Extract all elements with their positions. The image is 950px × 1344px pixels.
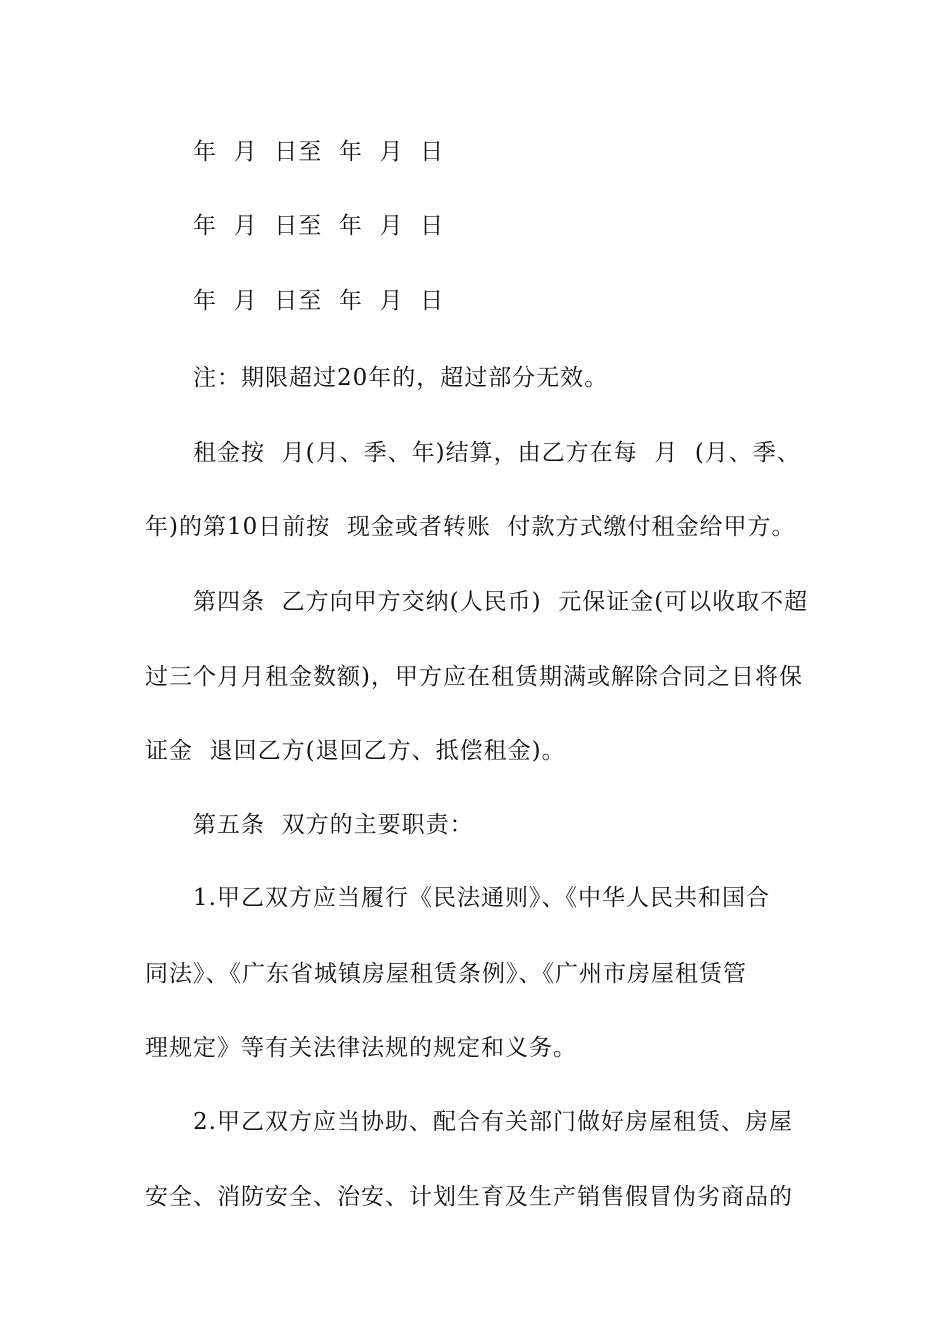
article-four-line-1: 第四条 乙方向甲方交纳(人民币) 元保证金(可以收取不超 — [193, 589, 809, 615]
term-note: 注：期限超过20年的，超过部分无效。 — [193, 365, 609, 391]
rent-payment-line-2: 年)的第10日前按 现金或者转账 付款方式缴付租金给甲方。 — [145, 514, 796, 540]
lease-period-line-3: 年 月 日至 年 月 日 — [193, 288, 445, 314]
clause-one-line-3: 理规定》等有关法律法规的规定和义务。 — [145, 1035, 577, 1061]
rent-payment-line-1: 租金按 月(月、季、年)结算，由乙方在每 月 (月、季、 — [193, 440, 801, 466]
lease-period-line-2: 年 月 日至 年 月 日 — [193, 213, 445, 239]
clause-one-line-1: 1.甲乙双方应当履行《民法通则》、《中华人民共和国合 — [193, 885, 770, 911]
lease-period-line-1: 年 月 日至 年 月 日 — [193, 139, 445, 165]
clause-two-line-2: 安全、消防安全、治安、计划生育及生产销售假冒伪劣商品的 — [145, 1184, 793, 1210]
clause-two-line-1: 2.甲乙双方应当协助、配合有关部门做好房屋租赁、房屋 — [193, 1109, 793, 1135]
article-four-line-3: 证金 退回乙方(退回乙方、抵偿租金)。 — [145, 738, 566, 764]
clause-one-line-2: 同法》、《广东省城镇房屋租赁条例》、《广州市房屋租赁管 — [145, 961, 747, 987]
article-four-line-2: 过三个月月租金数额)，甲方应在租赁期满或解除合同之日将保 — [145, 664, 803, 690]
article-five-heading: 第五条 双方的主要职责： — [193, 812, 474, 838]
